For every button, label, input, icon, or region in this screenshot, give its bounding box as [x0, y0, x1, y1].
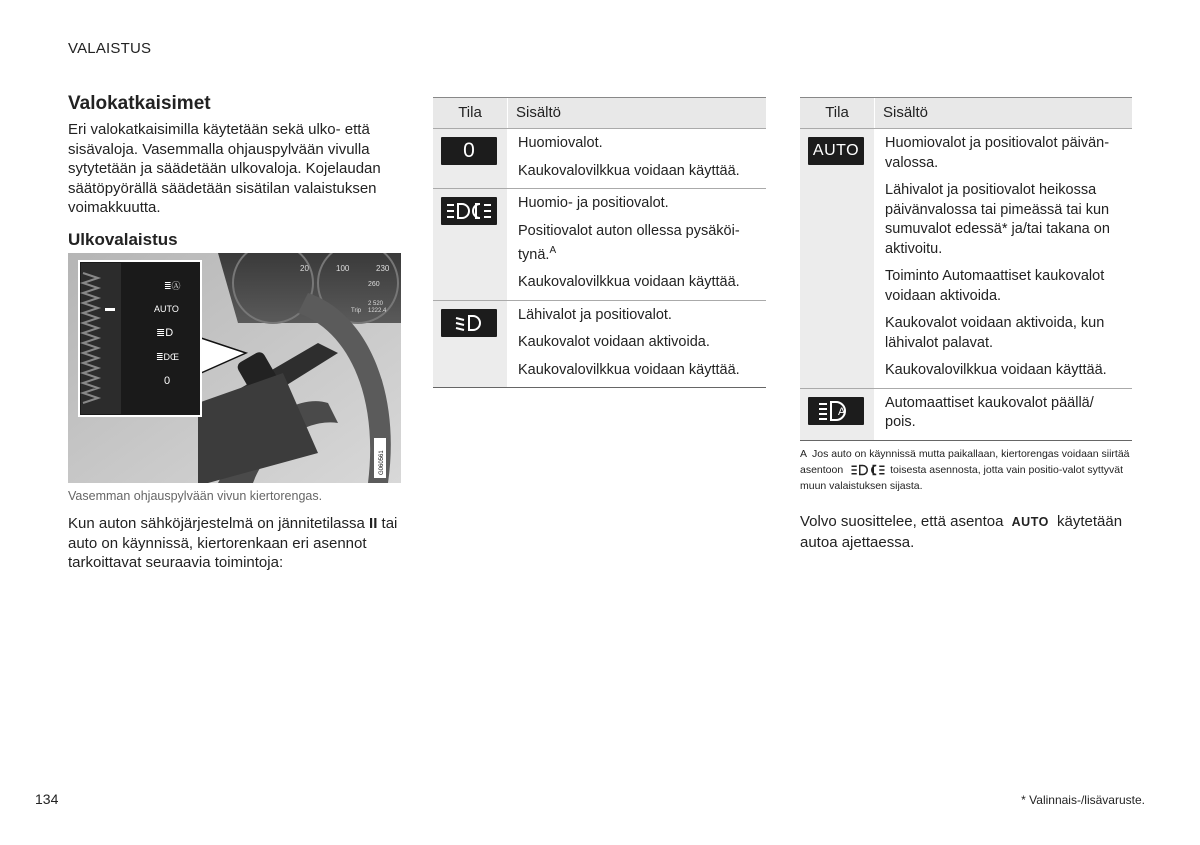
- svg-text:G060561: G060561: [379, 450, 385, 475]
- svg-text:100: 100: [336, 264, 350, 273]
- table-row: Lähivalot ja positiovalot. Kaukovalot voidaan aktivoida. Kaukovalovilkkua voidaan käyttää.: [433, 300, 766, 388]
- svg-text:2 520: 2 520: [368, 301, 384, 307]
- recommendation-text: Volvo suosittelee, että asentoa AUTO käytetään autoa ajettaessa.: [800, 513, 1123, 551]
- svg-text:0: 0: [164, 375, 171, 387]
- svg-text:20: 20: [300, 264, 309, 273]
- svg-text:260: 260: [368, 281, 380, 288]
- position-lights-icon: [850, 464, 886, 476]
- zero-badge-icon: 0: [441, 137, 497, 165]
- svg-text:Trip: Trip: [351, 308, 362, 314]
- intro-paragraph: Eri valokatkaisimilla käytetään sekä ulko- että sisävaloja. Vasemmalla ohjauspylvään vivulla sytytetään ja säädetään ulkovaloja. Kojelaudan säätöpyörällä säädetään sisätilan valaistuksen voimakkuutta.: [68, 121, 381, 216]
- svg-text:230: 230: [376, 264, 390, 273]
- auto-high-beam-icon: [808, 397, 864, 425]
- table-row: Huomio- ja positiovalot. Positiovalot auton ollessa pysäköi-tynä.$^A$ Kaukovalovilkkua voidaan käyttää.: [433, 189, 766, 301]
- svg-text:≣Ⓐ: ≣Ⓐ: [164, 281, 181, 291]
- table-footnote: A Jos auto on käynnissä mutta paikallaan, kiertorengas voidaan siirtää asentoon toisesta asennosta, jotta vain positio-valot syttyvät muun valaistuksen sijasta.: [800, 448, 1130, 492]
- column-header-tila: Tila: [800, 98, 875, 129]
- photo-caption: Vasemman ohjauspylvään vivun kiertorengas.: [68, 489, 323, 503]
- svg-text:≣D: ≣D: [156, 327, 174, 339]
- lever-description: Kun auton sähköjärjestelmä on jännitetilassa II tai auto on käynnissä, kiertorenkaan eri asennot tarkoittavat seuraavia toimintoja:: [68, 515, 398, 571]
- svg-text:≣DŒ: ≣DŒ: [156, 352, 180, 362]
- svg-text:AUTO: AUTO: [154, 304, 179, 314]
- table-row: A Automaattiset kaukovalot päällä/ pois.: [800, 388, 1132, 440]
- section-subtitle: Ulkovalaistus: [68, 230, 178, 249]
- light-modes-table-1: [433, 97, 766, 388]
- position-lights-icon: [441, 197, 497, 225]
- auto-label: AUTO: [1011, 515, 1049, 529]
- lever-illustration: [68, 253, 401, 483]
- lever-photo: [68, 253, 401, 483]
- table-row: 0 Huomiovalot. Kaukovalovilkkua voidaan käyttää.: [433, 129, 766, 189]
- page-number: 134: [35, 791, 59, 807]
- section-header: VALAISTUS: [68, 40, 152, 57]
- column-header-sisalto: Sisältö: [875, 98, 1133, 129]
- footer-note: * Valinnais-/lisävaruste.: [1021, 793, 1145, 807]
- column-header-tila: Tila: [433, 98, 508, 129]
- column-header-sisalto: Sisältö: [508, 98, 767, 129]
- table-row: AUTO Huomiovalot ja positiovalot päivän-valossa. Lähivalot ja positiovalot heikossa päivänvalossa tai pimeässä tai kun sumuvalot edessä* ja/tai takana on aktivoitu. Toiminto Automaattiset kaukovalot voidaan aktivoida. Kaukovalot voidaan aktivoida, kun lähivalot palavat. Kaukovalovilkkua voidaan käyttää.: [800, 129, 1132, 389]
- auto-badge-icon: AUTO: [808, 137, 864, 165]
- svg-text:1222.4: 1222.4: [368, 308, 387, 314]
- low-beam-icon: [441, 309, 497, 337]
- light-modes-table-2: [800, 97, 1132, 441]
- svg-text:A: A: [838, 405, 846, 418]
- page-title: Valokatkaisimet: [68, 93, 211, 114]
